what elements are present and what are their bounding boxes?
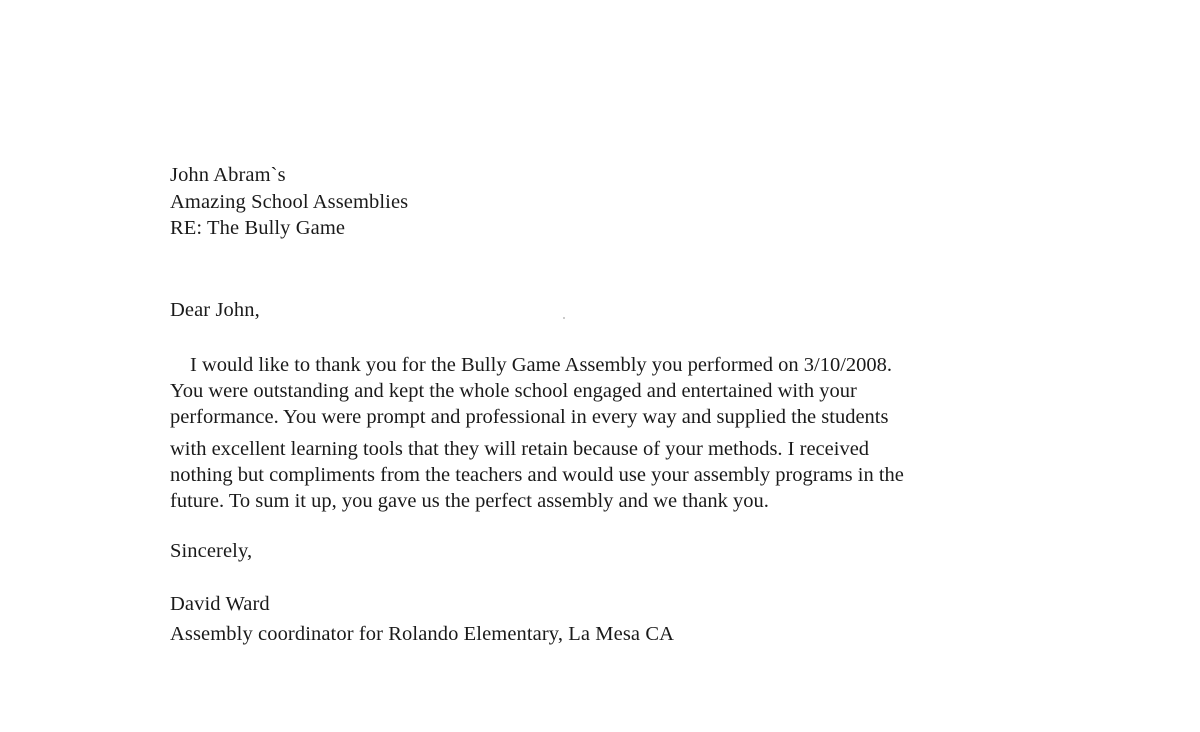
signer-name: David Ward (170, 593, 270, 615)
recipient-name: John Abram`s (170, 164, 286, 186)
body-line-2: You were outstanding and kept the whole school engaged and entertained with your (170, 380, 857, 402)
body-line-5: nothing but compliments from the teachers and would use your assembly programs in the (170, 464, 904, 486)
body-line-4: with excellent learning tools that they will retain because of your methods. I received (170, 438, 870, 460)
body-line-6: future. To sum it up, you gave us the perfect assembly and we thank you. (170, 490, 769, 512)
recipient-organization: Amazing School Assemblies (170, 191, 409, 213)
salutation: Dear John, (170, 299, 260, 321)
signer-title: Assembly coordinator for Rolando Elementary, La Mesa CA (170, 623, 675, 645)
body-line-3: performance. You were prompt and professional in every way and supplied the students (170, 406, 889, 428)
letter-subject: RE: The Bully Game (170, 217, 346, 239)
body-line-1: I would like to thank you for the Bully Game Assembly you performed on 3/10/2008. (190, 354, 893, 376)
scan-speck (563, 317, 565, 319)
closing: Sincerely, (170, 540, 253, 562)
